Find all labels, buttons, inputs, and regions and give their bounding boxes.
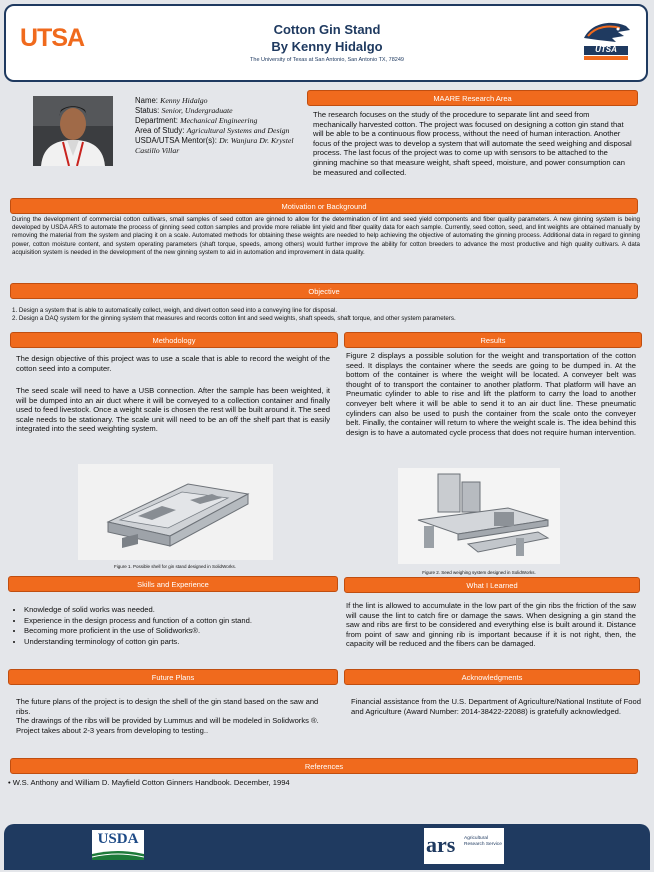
mentors-value: Dr. Wanjura Dr. Krystel Castillo Villar (135, 136, 294, 156)
figure-2-caption: Figure 2. Seed weighing system designed in SolidWorks. (422, 570, 536, 575)
future-plans-para-1: The future plans of the project is to design the shell of the gin stand based on the saw and ribs. (16, 697, 319, 716)
skills-heading: Skills and Experience (8, 576, 338, 592)
results-text: Figure 2 displays a possible solution for the weight and transportation of the cotton seed. It displays the container where the seeds are going to be dumped in. At the bottom of the container is where the weight will be located. A conveyer belt was thought of to transport the container to another platform. That platform will have an Pneumatic cylinder to able to rise and lift the platform to carry the load to another conveyer belt where it will be able to send it to an air duct line. These pneumatic cylinders can also be used to push the container from the scale onto the conveyer belt. Finally, the container will return to where the weight scale is. The idea behind this design is to have a automated cycle process that does not require human intervention. (346, 351, 637, 437)
department-value: Mechanical Engineering (180, 116, 258, 126)
future-plans-para-2: The drawings of the ribs will be provided by Lummus and will be modeled in Solidworks ®. (16, 716, 319, 726)
results-heading: Results (344, 332, 642, 348)
ars-logo-text: Agricultural Research Service (464, 836, 502, 847)
name-value: Kenny Hidalgo (160, 96, 208, 105)
figure-1-caption: Figure 1. Possible shell for gin stand designed in SolidWorks. (114, 564, 236, 569)
department-label: Department: (135, 116, 178, 126)
status-label: Status: (135, 106, 160, 116)
objective-list (12, 307, 642, 323)
objective-heading: Objective (10, 283, 638, 299)
usda-field-icon (92, 848, 144, 860)
acknowledgments-text: Financial assistance from the U.S. Department of Agriculture/National Institute of Food and Agriculture (Award Number: 2014-38422-22088) is gratefully acknowledged. (351, 697, 641, 716)
methodology-heading: Methodology (10, 332, 338, 348)
skills-item: • Experience in the design process and function of a cotton gin stand. (24, 616, 344, 626)
usda-logo-text: USDA (97, 831, 139, 847)
research-area-heading: MAARE Research Area (307, 90, 638, 106)
profile-mentors-row (135, 136, 305, 156)
skills-item: • Understanding terminology of cotton gin parts. (24, 637, 344, 647)
future-plans-para-3: Project takes about 2-3 years from developing to testing.. (16, 725, 209, 735)
figure-1-image (78, 464, 273, 560)
profile-block (135, 96, 305, 157)
objective-item: 1. Design a system that is able to automatically collect, weigh, and divert cotton seed into a conveying line for disposal. (12, 307, 338, 314)
seed-weighing-render (398, 468, 560, 564)
skills-item: • Knowledge of solid works was needed. (24, 605, 344, 615)
acknowledgments-heading: Acknowledgments (344, 669, 640, 685)
ars-logo (424, 828, 504, 864)
motivation-text: During the development of commercial cotton cultivars, small samples of seed cotton are ginned to allow for the determination of lint and seed yield components and fiber quality parameters. A new ginning system is being developed by USDA ARS to automate the process of ginning seed cotton samples and provide more reliable lint yield and fiber quality data for each sample. Currently, seed cotton, seed, and lint weights are obtained manually by removing the material from the system and placing it on a scale. Automated methods for obtaining these weights are needed to help achieving the objective of automating the ginning process. Additional data in regard to ginning power, cotton moisture content, and system operating parameters (shaft torque, speeds, among others) would further improve the ability for cotton breeders to advance the most productive and high quality cultivars. A data acquisition system is needed in the development of the new ginning system to aid in automation and improvement in data quality. (12, 216, 640, 256)
future-plans-text (16, 697, 332, 735)
reference-item: • W.S. Anthony and William D. Mayfield Cotton Ginners Handbook. December, 1994 (8, 778, 290, 787)
profile-name-row (135, 96, 305, 106)
poster-title: Cotton Gin Stand (273, 22, 381, 37)
student-photo (33, 96, 113, 166)
area-label: Area of Study: (135, 126, 185, 136)
learned-text: If the lint is allowed to accumulate in the low part of the gin ribs the friction of the saw will cause the lint to catch fire or damage the saws. When designing a gin stand the saw and ribs are first to be considered and everything else is built around it. Distance from point of saw and ginning rib is important because if it is not right, then, the capacity will be reduced and the fibers can be damaged. (346, 601, 636, 649)
references-heading: References (10, 758, 638, 774)
research-area-text: The research focuses on the study of the procedure to separate lint and seed from mechanically harvested cotton. The project was focused on designing a cotton gin stand that will be able to be a continuous flow process, without the need of human interaction. Another focus of the project was to develop a system that will automate the seed weighing and disposal process. The last focus of the project was to come up with sensors to be attached to the ginning machine so that measure weight, shaft speed, moisture, and power consumption can be measured and collected. (313, 110, 632, 177)
roadrunner-icon (578, 16, 634, 64)
status-value: Senior, Undergraduate (161, 106, 233, 116)
methodology-para-2: The seed scale will need to have a USB connection. After the sample has been weighted, it will be dumped into an air duct where it will be conveyed to a collection container and finally used to feed livestock. Once a weight scale is chosen the rest will be built around it. The seed scale needs to be stationary. The scale unit will need to be an off the shelf part that is easily integrated into the seed weighting system. (16, 386, 330, 434)
name-label: Name: (135, 96, 158, 105)
area-value: Agricultural Systems and Design (186, 126, 290, 136)
mentors-label: USDA/UTSA Mentor(s): (135, 136, 217, 146)
skills-list (12, 605, 344, 647)
utsa-logo-right: UTSA (595, 45, 617, 54)
utsa-logo-left: UTSA (20, 24, 85, 52)
skills-item: • Becoming more proficient in the use of Solidworks®. (24, 626, 344, 636)
gin-stand-shell-render (78, 464, 273, 560)
figure-2-image (398, 468, 560, 564)
profile-department-row (135, 116, 305, 126)
profile-status-row (135, 106, 305, 116)
learned-heading: What I Learned (344, 577, 640, 593)
methodology-para-1: The design objective of this project was to use a scale that is able to record the weight of the cotton seed into a computer. (16, 354, 330, 373)
poster-author: By Kenny Hidalgo (271, 39, 383, 54)
poster-affiliation: The University of Texas at San Antonio, San Antonio TX, 78249 (250, 57, 404, 63)
ars-logo-mark: ars (426, 832, 456, 857)
motivation-heading: Motivation or Background (10, 198, 638, 214)
profile-area-row (135, 126, 305, 136)
objective-item: 2. Design a DAQ system for the ginning system that measures and records cotton lint and seed weights, shaft speeds, shaft torque, and other system parameters. (12, 315, 456, 323)
future-plans-heading: Future Plans (8, 669, 338, 685)
usda-logo (92, 830, 144, 860)
roadrunner-logo (578, 16, 634, 64)
